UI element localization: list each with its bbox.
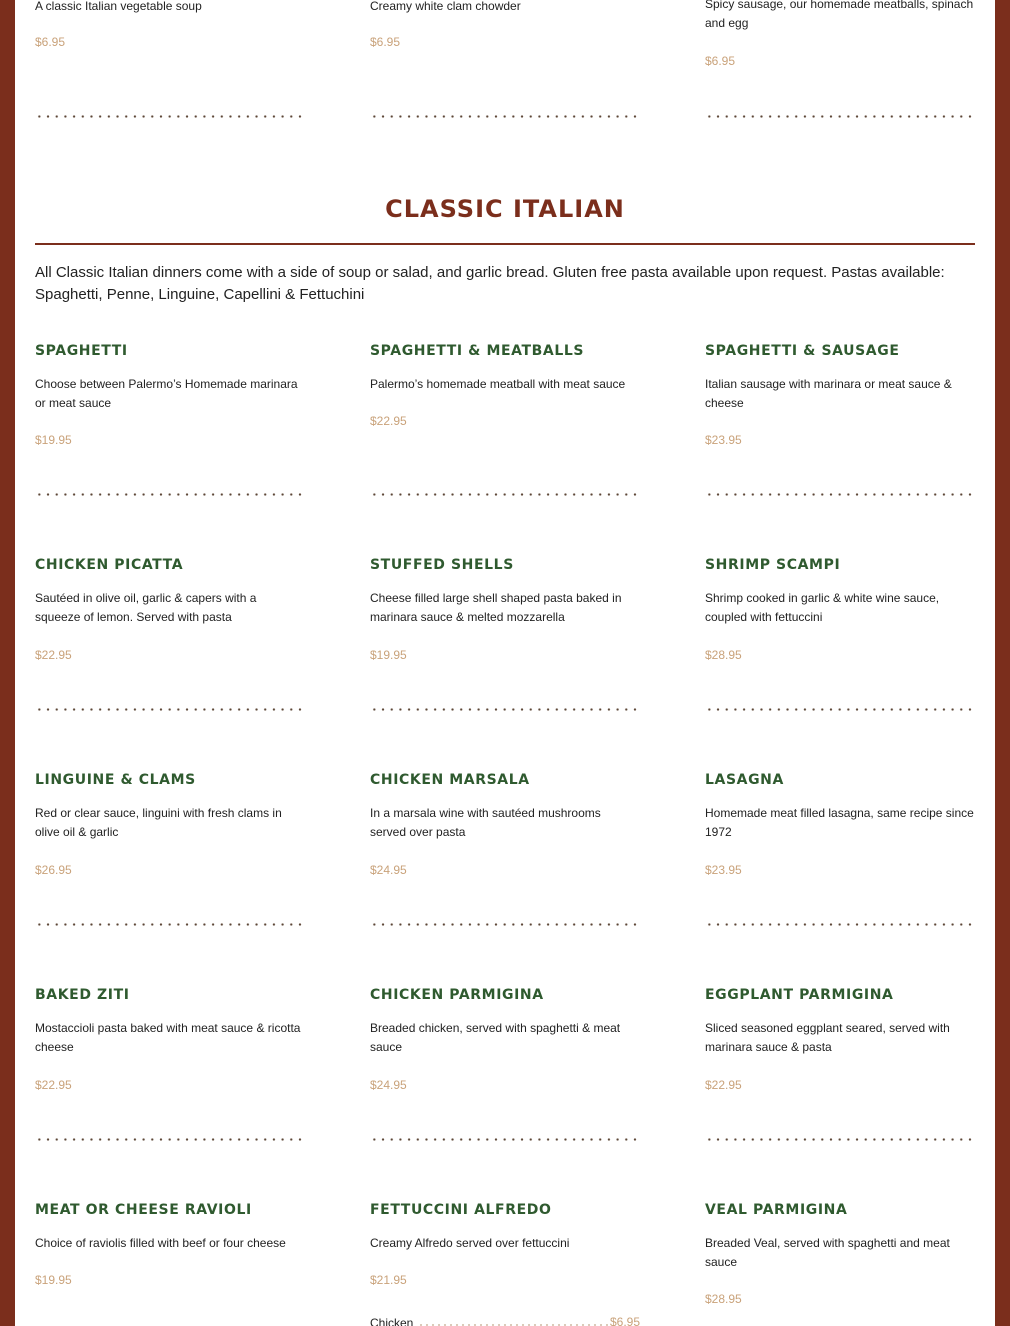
item-name: VEAL PARMIGINA xyxy=(705,1202,848,1218)
item-name: FETTUCCINI ALFREDO xyxy=(370,1202,552,1218)
item-description: Choice of raviolis filled with beef or four cheese xyxy=(35,1236,286,1250)
item-description: Palermo’s homemade meatball with meat sauce xyxy=(370,377,626,391)
item-price: $21.95 xyxy=(370,1273,407,1287)
dotted-divider xyxy=(705,1138,975,1141)
item-name: EGGPLANT PARMIGINA xyxy=(705,987,894,1003)
item-price: $22.95 xyxy=(35,1078,72,1092)
item-name: STUFFED SHELLS xyxy=(370,557,514,573)
item-description: Spicy sausage, our homemade meatballs, spinach and egg xyxy=(705,0,974,30)
item-name: CHICKEN MARSALA xyxy=(370,772,530,788)
item-name: SPAGHETTI & SAUSAGE xyxy=(705,343,900,359)
item-name: SPAGHETTI xyxy=(35,343,128,359)
item-price: $22.95 xyxy=(705,1078,742,1092)
item-price: $28.95 xyxy=(705,648,742,662)
soup-item xyxy=(35,0,305,49)
item-price: $6.95 xyxy=(35,35,66,49)
item-price: $28.95 xyxy=(705,1292,742,1306)
item-price: $19.95 xyxy=(35,1273,72,1287)
item-price: $24.95 xyxy=(370,863,407,877)
dotted-divider xyxy=(370,923,640,926)
item-description: Breaded Veal, served with spaghetti and meat sauce xyxy=(705,1236,950,1269)
dotted-divider xyxy=(370,708,640,711)
item-price: $19.95 xyxy=(35,433,72,447)
item-name: MEAT OR CHEESE RAVIOLI xyxy=(35,1202,252,1218)
dotted-divider xyxy=(35,708,305,711)
item-description: Creamy Alfredo served over fettuccini xyxy=(370,1236,570,1250)
item-description: Italian sausage with marinara or meat sauce & cheese xyxy=(705,377,952,410)
soup-item xyxy=(370,0,640,49)
dotted-divider xyxy=(370,115,640,118)
item-name: SPAGHETTI & MEATBALLS xyxy=(370,343,585,359)
item-description: Red or clear sauce, linguini with fresh clams in olive oil & garlic xyxy=(35,806,282,839)
section-rule xyxy=(35,243,975,245)
item-price: $24.95 xyxy=(370,1078,407,1092)
item-name: CHICKEN PICATTA xyxy=(35,557,184,573)
section-title: CLASSIC ITALIAN xyxy=(385,195,625,223)
dotted-divider xyxy=(35,923,305,926)
item-description: Choose between Palermo’s Homemade marinara or meat sauce xyxy=(35,377,298,410)
dotted-divider xyxy=(705,493,975,496)
dotted-divider xyxy=(370,493,640,496)
section-intro: All Classic Italian dinners come with a side of soup or salad, and garlic bread. Gluten free pasta available upon request. Pastas available: Spaghetti, Penne, Linguine, Capellini & Fettuchini xyxy=(35,264,945,303)
item-description: A classic Italian vegetable soup xyxy=(35,0,202,13)
dotted-divider xyxy=(35,115,305,118)
dotted-divider xyxy=(35,493,305,496)
item-price: $26.95 xyxy=(35,863,72,877)
item-description: Mostaccioli pasta baked with meat sauce & ricotta cheese xyxy=(35,1021,301,1054)
dotted-divider xyxy=(705,708,975,711)
item-description: Creamy white clam chowder xyxy=(370,0,521,13)
item-price: $23.95 xyxy=(705,863,742,877)
dotted-divider xyxy=(705,115,975,118)
item-description: In a marsala wine with sautéed mushrooms served over pasta xyxy=(370,806,601,839)
item-name: LINGUINE & CLAMS xyxy=(35,772,196,788)
item-name: BAKED ZITI xyxy=(35,987,130,1003)
item-name: CHICKEN PARMIGINA xyxy=(370,987,544,1003)
menu-page xyxy=(15,0,995,1326)
item-name: LASAGNA xyxy=(705,772,784,788)
item-price: $22.95 xyxy=(370,414,407,428)
dotted-divider xyxy=(35,1138,305,1141)
soup-item xyxy=(705,0,975,68)
addon-name: Chicken xyxy=(370,1316,414,1326)
item-description: Breaded chicken, served with spaghetti & meat sauce xyxy=(370,1021,621,1054)
item-price: $22.95 xyxy=(35,648,72,662)
dotted-divider xyxy=(370,1138,640,1141)
item-description: Sautéed in olive oil, garlic & capers with a squeeze of lemon. Served with pasta xyxy=(35,591,257,624)
item-price: $6.95 xyxy=(705,54,736,68)
item-description: Cheese filled large shell shaped pasta baked in marinara sauce & melted mozzarella xyxy=(370,591,622,624)
item-description: Homemade meat filled lasagna, same recipe since 1972 xyxy=(705,806,974,839)
item-description: Sliced seasoned eggplant seared, served with marinara sauce & pasta xyxy=(705,1021,950,1054)
item-description: Shrimp cooked in garlic & white wine sauce, coupled with fettuccini xyxy=(705,591,940,624)
dotted-divider xyxy=(705,923,975,926)
item-price: $6.95 xyxy=(370,35,401,49)
addon-price: $6.95 xyxy=(610,1315,641,1326)
item-name: SHRIMP SCAMPI xyxy=(705,557,841,573)
item-price: $23.95 xyxy=(705,433,742,447)
item-price: $19.95 xyxy=(370,648,407,662)
